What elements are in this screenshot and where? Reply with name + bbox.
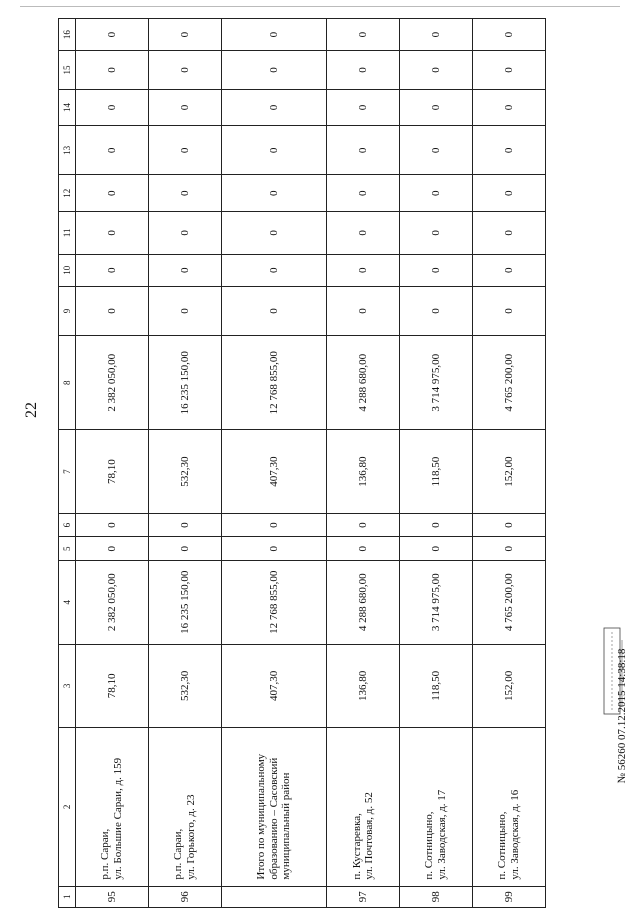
table-row [76,19,149,908]
value-cell-c14: 0 [76,89,149,125]
table-row [327,19,400,908]
value-cell-c16: 0 [473,19,546,51]
value-cell-c16: 0 [327,19,400,51]
value-cell-c7: 78,10 [76,430,149,514]
column-number-8: 8 [59,336,76,430]
column-number-4: 4 [59,561,76,645]
value-cell-c9: 0 [221,286,326,335]
column-number-row [59,19,76,908]
value-cell-c4: 4 765 200,00 [473,561,546,645]
data-table [58,18,546,908]
column-number-12: 12 [59,175,76,211]
value-cell-c5: 0 [327,537,400,561]
value-cell-c10: 0 [473,254,546,286]
column-number-14: 14 [59,89,76,125]
value-cell-c14: 0 [221,89,326,125]
value-cell-c4: 12 768 855,00 [221,561,326,645]
value-cell-c16: 0 [76,19,149,51]
value-cell-c4: 4 288 680,00 [327,561,400,645]
value-cell-c10: 0 [148,254,221,286]
value-cell-c15: 0 [76,51,149,90]
document-id-text: № 56260 07.12.2015 14:38:18 [616,648,628,784]
column-number-1: 1 [59,886,76,907]
value-cell-c8: 3 714 975,00 [400,336,473,430]
value-cell-c10: 0 [327,254,400,286]
value-cell-c9: 0 [327,286,400,335]
value-cell-c8: 12 768 855,00 [221,336,326,430]
value-cell-c7: 152,00 [473,430,546,514]
address-cell: р.п. Сараи, ул. Горького, д. 23 [148,728,221,887]
column-number-13: 13 [59,126,76,175]
table-row [400,19,473,908]
row-number-cell: 98 [400,886,473,907]
value-cell-c14: 0 [400,89,473,125]
value-cell-c12: 0 [327,175,400,211]
value-cell-c12: 0 [76,175,149,211]
value-cell-c14: 0 [148,89,221,125]
value-cell-c4: 16 235 150,00 [148,561,221,645]
value-cell-c3: 118,50 [400,644,473,728]
value-cell-c3: 136,80 [327,644,400,728]
address-cell: р.п. Сараи, ул. Большие Сараи, д. 159 [76,728,149,887]
column-number-9: 9 [59,286,76,335]
value-cell-c16: 0 [148,19,221,51]
value-cell-c8: 16 235 150,00 [148,336,221,430]
value-cell-c15: 0 [473,51,546,90]
value-cell-c7: 532,30 [148,430,221,514]
value-cell-c15: 0 [400,51,473,90]
table-row [473,19,546,908]
value-cell-c13: 0 [473,126,546,175]
column-number-11: 11 [59,211,76,254]
value-cell-c6: 0 [327,513,400,537]
value-cell-c3: 78,10 [76,644,149,728]
column-number-7: 7 [59,430,76,514]
value-cell-c14: 0 [473,89,546,125]
value-cell-c6: 0 [400,513,473,537]
value-cell-c9: 0 [400,286,473,335]
value-cell-c12: 0 [221,175,326,211]
table-row [148,19,221,908]
value-cell-c10: 0 [221,254,326,286]
document-id-footer [612,560,626,880]
value-cell-c13: 0 [400,126,473,175]
address-cell: Итого по муниципальному образованию – Сасовский муниципальный район [221,728,326,887]
address-cell: п. Кустаревка, ул. Почтовая, д. 52 [327,728,400,887]
value-cell-c9: 0 [76,286,149,335]
value-cell-c13: 0 [221,126,326,175]
row-number-cell [221,886,326,907]
value-cell-c5: 0 [221,537,326,561]
column-number-2: 2 [59,728,76,887]
value-cell-c14: 0 [327,89,400,125]
table-row [221,19,326,908]
value-cell-c6: 0 [76,513,149,537]
value-cell-c11: 0 [76,211,149,254]
value-cell-c3: 407,30 [221,644,326,728]
value-cell-c12: 0 [473,175,546,211]
value-cell-c5: 0 [148,537,221,561]
value-cell-c13: 0 [76,126,149,175]
value-cell-c5: 0 [400,537,473,561]
value-cell-c7: 407,30 [221,430,326,514]
address-cell: п. Сотницыно, ул. Заводская, д. 16 [473,728,546,887]
column-number-16: 16 [59,19,76,51]
value-cell-c8: 2 382 050,00 [76,336,149,430]
value-cell-c11: 0 [148,211,221,254]
value-cell-c8: 4 765 200,00 [473,336,546,430]
address-cell: п. Сотницыно, ул. Заводская, д. 17 [400,728,473,887]
value-cell-c16: 0 [221,19,326,51]
value-cell-c13: 0 [148,126,221,175]
value-cell-c8: 4 288 680,00 [327,336,400,430]
value-cell-c10: 0 [76,254,149,286]
column-number-10: 10 [59,254,76,286]
column-number-6: 6 [59,513,76,537]
value-cell-c3: 152,00 [473,644,546,728]
table-body [59,19,546,908]
value-cell-c9: 0 [148,286,221,335]
value-cell-c12: 0 [400,175,473,211]
scan-artifact-top [20,6,620,7]
value-cell-c11: 0 [221,211,326,254]
value-cell-c13: 0 [327,126,400,175]
value-cell-c10: 0 [400,254,473,286]
row-number-cell: 97 [327,886,400,907]
value-cell-c7: 118,50 [400,430,473,514]
value-cell-c11: 0 [400,211,473,254]
value-cell-c15: 0 [148,51,221,90]
value-cell-c6: 0 [148,513,221,537]
value-cell-c9: 0 [473,286,546,335]
row-number-cell: 95 [76,886,149,907]
value-cell-c7: 136,80 [327,430,400,514]
value-cell-c6: 0 [473,513,546,537]
value-cell-c4: 3 714 975,00 [400,561,473,645]
value-cell-c11: 0 [327,211,400,254]
column-number-5: 5 [59,537,76,561]
value-cell-c6: 0 [221,513,326,537]
value-cell-c11: 0 [473,211,546,254]
value-cell-c5: 0 [76,537,149,561]
value-cell-c4: 2 382 050,00 [76,561,149,645]
value-cell-c5: 0 [473,537,546,561]
value-cell-c16: 0 [400,19,473,51]
row-number-cell: 99 [473,886,546,907]
value-cell-c12: 0 [148,175,221,211]
column-number-15: 15 [59,51,76,90]
page-number: 22 [23,402,40,418]
data-table-container [58,18,546,908]
row-number-cell: 96 [148,886,221,907]
column-number-3: 3 [59,644,76,728]
value-cell-c15: 0 [221,51,326,90]
value-cell-c15: 0 [327,51,400,90]
value-cell-c3: 532,30 [148,644,221,728]
